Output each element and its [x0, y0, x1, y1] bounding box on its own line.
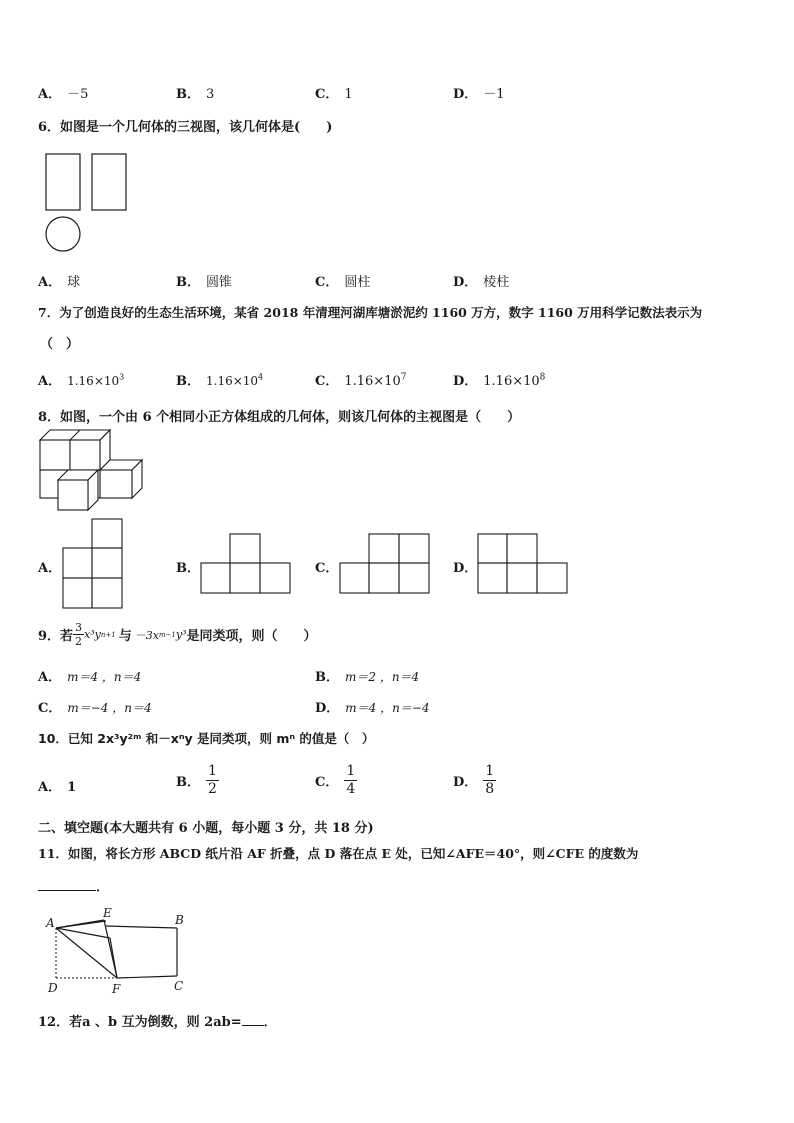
q8-option-d-label: D．: [453, 561, 478, 576]
square: [399, 563, 429, 593]
q8-option-a-label: A．: [38, 561, 62, 576]
q12-tail: ．: [263, 1015, 277, 1030]
top-view-circle: [46, 217, 80, 251]
option-fraction: [344, 763, 357, 798]
option-text: m＝4 ，n＝−4: [345, 701, 430, 715]
fraction-numerator: 1: [346, 763, 356, 779]
option-text: 球: [67, 275, 81, 290]
option-label: C．: [38, 701, 62, 716]
option-label: A．: [38, 275, 62, 290]
option-label: C．: [315, 87, 339, 102]
q9-stem: [38, 621, 317, 648]
q8-option-b-label: B．: [176, 561, 200, 576]
option-fraction: [483, 763, 496, 798]
square: [260, 563, 290, 593]
square: [537, 563, 567, 593]
cube-face: [58, 480, 88, 510]
side-view-rect: [92, 154, 126, 210]
edge-FC: [117, 976, 177, 978]
option-text: 圆柱: [344, 275, 371, 290]
square: [230, 563, 260, 593]
edge-AF2: [56, 928, 110, 938]
q5-option-b: [176, 83, 214, 102]
square: [63, 548, 92, 578]
q8-option-c-label: C．: [315, 561, 339, 576]
option-exponent: 3: [119, 372, 125, 382]
cube-face: [100, 470, 132, 498]
option-text: 1: [344, 87, 353, 102]
q5-option-d: [453, 83, 505, 102]
q7-option-d: [453, 370, 545, 389]
option-label: D．: [315, 701, 340, 716]
option-exponent: 7: [400, 372, 407, 383]
option-text: m＝−4 ，n＝4: [67, 701, 152, 715]
fraction-denominator: 4: [346, 781, 356, 797]
q9-option-b: [315, 666, 419, 685]
q5-option-c: [315, 83, 353, 102]
option-text: 3: [206, 87, 215, 102]
option-text: 1.16×10: [67, 374, 120, 388]
q9-suffix: 是同类项，则（ ）: [186, 629, 317, 644]
q12-stem-line: [38, 1011, 277, 1030]
q10-option-c: [315, 763, 357, 798]
option-text: m＝4 ，n＝4: [67, 670, 142, 684]
q9-prefix: 9．若: [38, 629, 74, 644]
option-label: C．: [315, 775, 339, 790]
square: [478, 534, 507, 563]
q8-option-a-figure: [62, 518, 124, 610]
option-label: B．: [315, 670, 339, 685]
square: [230, 534, 260, 563]
q6-option-d: [453, 271, 509, 290]
square: [92, 578, 122, 608]
fraction-numerator: 3: [75, 621, 83, 634]
option-label: B．: [176, 275, 200, 290]
q7-option-a: [38, 370, 124, 389]
option-text: 1.16×10: [206, 374, 259, 388]
q6-three-views-figure: [44, 152, 134, 254]
q9-term2-tail: y³: [175, 628, 187, 641]
option-label: B．: [176, 87, 200, 102]
q8-cube-figure: [38, 428, 148, 512]
option-text: m＝2 ，n＝4: [345, 670, 420, 684]
fraction-numerator: 1: [208, 763, 217, 779]
q8-stem: 8．如图，一个由 6 个相同小正方体组成的几何体，则该几何体的主视图是（ ）: [38, 410, 521, 425]
option-text: －5: [67, 87, 89, 102]
cube-face: [70, 440, 100, 470]
option-text: 圆锥: [206, 275, 233, 290]
q9-term1: x³y: [84, 628, 101, 641]
q7-paren: （ ）: [40, 337, 80, 352]
option-label: D．: [453, 374, 478, 389]
q9-option-a: [38, 666, 141, 685]
q9-option-c: [38, 697, 152, 716]
fraction-numerator: 1: [485, 763, 495, 779]
q9-term1-exponent: n+1: [100, 630, 116, 639]
q6-option-a: [38, 271, 80, 290]
answer-blank: [38, 879, 96, 891]
q9-term2-exponent: m−1: [158, 630, 176, 639]
edge-EB: [106, 926, 177, 928]
option-exponent: 8: [539, 372, 546, 383]
edge-AE: [56, 920, 104, 928]
option-label: B．: [176, 374, 200, 389]
q11-folded-rectangle-figure: [44, 908, 194, 996]
q5-option-a: [38, 83, 88, 102]
q9-fraction: [73, 621, 84, 648]
q11-tail: ．: [96, 880, 110, 895]
q10-option-b: [176, 763, 219, 798]
option-text: 1.16×10: [483, 374, 540, 389]
q8-option-b-figure: [200, 533, 292, 595]
option-label: D．: [453, 87, 478, 102]
q9-option-d: [315, 697, 430, 716]
square: [92, 548, 122, 578]
q11-answer-line: [38, 876, 109, 895]
square: [92, 519, 122, 548]
point-label-c: C: [174, 979, 184, 993]
point-label-b: B: [175, 913, 184, 927]
answer-blank: [242, 1014, 264, 1026]
q7-stem: 7．为了创造良好的生态生活环境，某省 2018 年清理河湖库塘淤泥约 1160 万方，数字 1160 万用科学记数法表示为: [38, 305, 703, 320]
fraction-denominator: 2: [208, 781, 217, 797]
option-label: C．: [315, 275, 339, 290]
fraction-denominator: 2: [75, 635, 83, 648]
point-label-a: A: [46, 916, 55, 930]
q10-option-a: [38, 776, 76, 795]
option-text: 1.16×10: [344, 374, 401, 389]
point-label-d: D: [48, 981, 58, 995]
q9-connector: 与: [118, 629, 132, 644]
fraction-denominator: 8: [485, 781, 495, 797]
square: [201, 563, 230, 593]
option-label: D．: [453, 275, 478, 290]
option-label: A．: [38, 374, 62, 389]
front-view-rect: [46, 154, 80, 210]
q6-stem: 6．如图是一个几何体的三视图，该几何体是( ): [38, 120, 333, 135]
square: [507, 534, 537, 563]
square: [340, 563, 369, 593]
q12-stem: 12．若a 、b 互为倒数，则 2ab=: [38, 1015, 242, 1030]
option-text: －1: [483, 87, 505, 102]
point-label-f: F: [112, 982, 121, 996]
q6-option-b: [176, 271, 232, 290]
square: [369, 563, 399, 593]
point-label-e: E: [103, 906, 112, 920]
option-exponent: 4: [258, 372, 264, 382]
q11-stem: 11．如图，将长方形 ABCD 纸片沿 AF 折叠，点 D 落在点 E 处，已知∠AFE＝40°，则∠CFE 的度数为: [38, 846, 639, 861]
square: [478, 563, 507, 593]
square: [507, 563, 537, 593]
option-label: A．: [38, 87, 62, 102]
q7-option-c: [315, 370, 406, 389]
square: [399, 534, 429, 563]
q10-option-d: [453, 763, 496, 798]
option-text: 1: [67, 780, 77, 795]
option-label: D．: [453, 775, 478, 790]
square: [63, 578, 92, 608]
option-text: 棱柱: [483, 275, 510, 290]
option-label: B．: [176, 775, 200, 790]
option-label: C．: [315, 374, 339, 389]
option-label: A．: [38, 670, 62, 685]
cube-face: [40, 440, 70, 470]
square: [369, 534, 399, 563]
section-title: 二、填空题(本大题共有 6 小题，每小题 3 分，共 18 分): [38, 821, 374, 836]
option-label: A．: [38, 780, 62, 795]
q8-option-d-figure: [477, 533, 569, 595]
q9-term2: －3x: [134, 628, 159, 642]
q7-option-b: [176, 370, 263, 389]
q8-option-c-figure: [339, 533, 431, 595]
edge-inner: [110, 938, 117, 978]
option-fraction: [206, 763, 219, 798]
q10-stem: 10．已知 2x³y²ᵐ 和－xⁿy 是同类项，则 mⁿ 的值是（ ）: [38, 731, 375, 746]
q6-option-c: [315, 271, 370, 290]
